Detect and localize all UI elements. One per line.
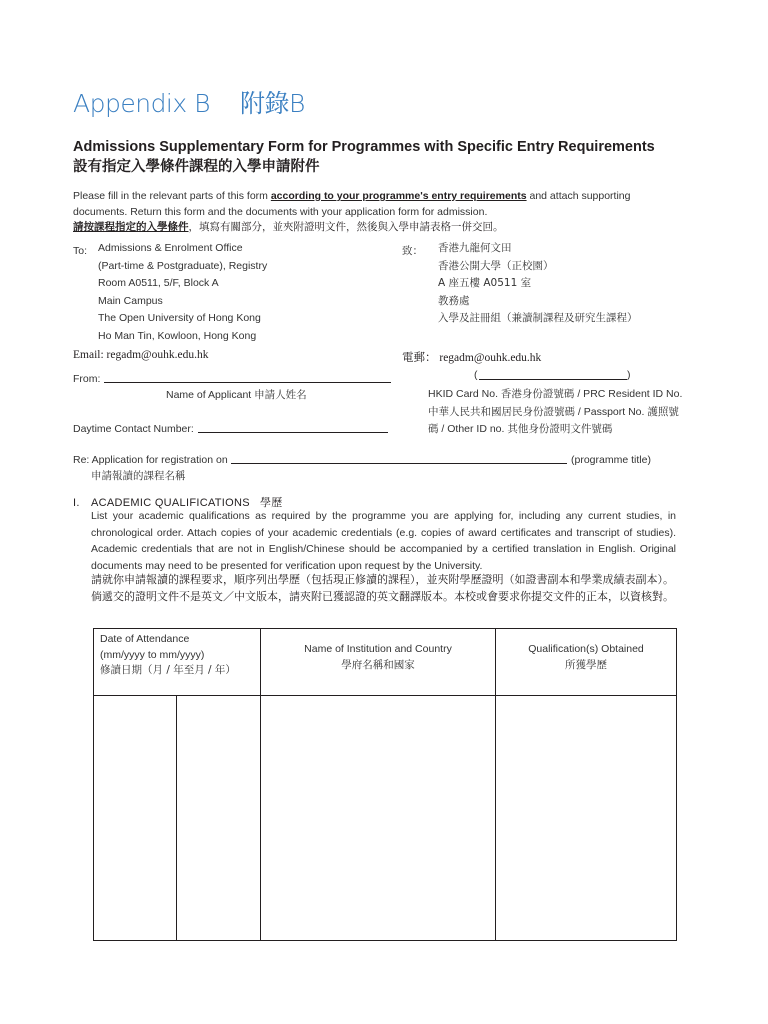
header-qualification-zh: 所獲學歷 — [565, 659, 607, 671]
form-title-zh: 設有指定入學條件課程的入學申請附件 — [73, 159, 320, 175]
address-zh-line: 香港公開大學（正校園） — [438, 259, 554, 272]
email-en-value[interactable]: regadm@ouhk.edu.hk — [106, 349, 209, 361]
qualification-cell[interactable] — [496, 696, 677, 941]
address-zh-line: 香港九龍何文田 — [438, 242, 512, 254]
header-institution-en: Name of Institution and Country — [304, 643, 452, 655]
table-row — [94, 696, 677, 941]
email-zh-label: 電郵： — [402, 350, 437, 364]
to-label: To: — [73, 245, 88, 257]
address-line: The Open University of Hong Kong — [98, 312, 261, 324]
intro-en — [73, 188, 633, 220]
programme-title-caption: (programme title) — [571, 454, 651, 466]
address-zh — [438, 240, 638, 328]
header-date-line1: Date of Attendance — [100, 633, 190, 645]
section-instructions-en: List your academic qualifications as required by the programme you are applying for, including any current studies, in chronological order. Attach copies of your academic credentials (e.g. copies of award certificates and transcript of studies). Academic credentials that are not in English/Chinese should be accompanied by a certified translation in English. Original documents may need to be presented for verification upon request by the University. — [91, 510, 676, 572]
hkid-bracket-open: ( — [474, 369, 478, 381]
address-line: Room A0511, 5/F, Block A — [98, 277, 219, 289]
intro-zh-bold: 請按課程指定的入學條件 — [73, 221, 189, 233]
id-caption: HKID Card No. 香港身份證號碼 / PRC Resident ID No. 中華人民共和國居民身份證號碼 / Passport No. 護照號碼 / Other ID no. 其他身份證明文件號碼 — [428, 388, 683, 435]
header-institution-zh: 學府名稱和國家 — [341, 659, 415, 671]
qualifications-table — [93, 628, 677, 941]
header-date-line3: 修讀日期（月 / 年至月 / 年） — [100, 664, 236, 676]
date-to-cell[interactable] — [177, 696, 261, 941]
address-zh-line: 入學及註冊組（兼讀制課程及研究生課程） — [438, 312, 638, 324]
application-re-label: Re: Application for registration on — [73, 454, 228, 466]
address-line: Main Campus — [98, 294, 163, 307]
programme-title-field[interactable] — [231, 463, 567, 464]
appendix-heading — [73, 84, 305, 120]
applicant-name-caption: Name of Applicant 申請人姓名 — [166, 389, 307, 401]
header-date-line2: (mm/yyyy to mm/yyyy) — [100, 648, 205, 661]
form-title-en: Admissions Supplementary Form for Programmes with Specific Entry Requirements — [73, 139, 655, 155]
email-en — [73, 349, 208, 361]
section-instructions-zh: 請就你申請報讀的課程要求，順序列出學歷（包括現正修讀的課程），並夾附學歷證明（如證書副本和學業成績表副本）。倘遞交的證明文件不是英文／中文版本，請夾附已獲認證的英文翻譯版本。本校或會要求你提交文件的正本，以資核對。 — [91, 573, 674, 603]
header-qualification — [496, 629, 677, 696]
id-number-field[interactable] — [479, 379, 627, 380]
header-date-of-attendance — [94, 629, 261, 696]
intro-en-after: and attach supporting documents. Return this form and the documents with your application form for admission. — [73, 190, 631, 218]
address-en — [98, 240, 267, 345]
institution-cell[interactable] — [261, 696, 496, 941]
intro-en-before: Please fill in the relevant parts of this form — [73, 190, 271, 202]
address-zh-line: A 座五樓 A0511 室 — [438, 277, 532, 289]
address-line: Admissions & Enrolment Office — [98, 242, 243, 254]
table-header-row — [94, 629, 677, 696]
section-heading-en: ACADEMIC QUALIFICATIONS — [91, 497, 250, 509]
address-zh-line: 教務處 — [438, 294, 470, 307]
appendix-zh: 附錄B — [240, 89, 305, 118]
intro-zh-after: ，填寫有關部分，並夾附證明文件，然後與入學申請表格一併交回。 — [188, 221, 504, 233]
from-label: From: — [73, 373, 101, 385]
header-qualification-en: Qualification(s) Obtained — [528, 643, 644, 655]
daytime-contact-label: Daytime Contact Number: — [73, 423, 194, 435]
address-line: (Part-time & Postgraduate), Registry — [98, 259, 268, 272]
intro-zh — [73, 219, 504, 234]
date-from-cell[interactable] — [94, 696, 177, 941]
email-en-label: Email: — [73, 349, 104, 361]
section-heading-zh: 學歷 — [259, 496, 283, 509]
section-number: I. — [73, 497, 80, 509]
intro-en-bold: according to your programme's entry requirements — [270, 190, 527, 202]
daytime-contact-field[interactable] — [198, 432, 388, 433]
applicant-name-field[interactable] — [104, 382, 391, 383]
to-zh-label: 致： — [402, 245, 423, 257]
address-line: Ho Man Tin, Kowloon, Hong Kong — [98, 329, 257, 342]
appendix-en: Appendix B — [73, 89, 210, 118]
email-zh-value[interactable]: regadm@ouhk.edu.hk — [439, 352, 542, 364]
email-zh — [402, 349, 541, 365]
hkid-bracket-close: ) — [627, 369, 631, 381]
header-institution — [261, 629, 496, 696]
application-zh-caption: 申請報讀的課程名稱 — [91, 470, 186, 482]
